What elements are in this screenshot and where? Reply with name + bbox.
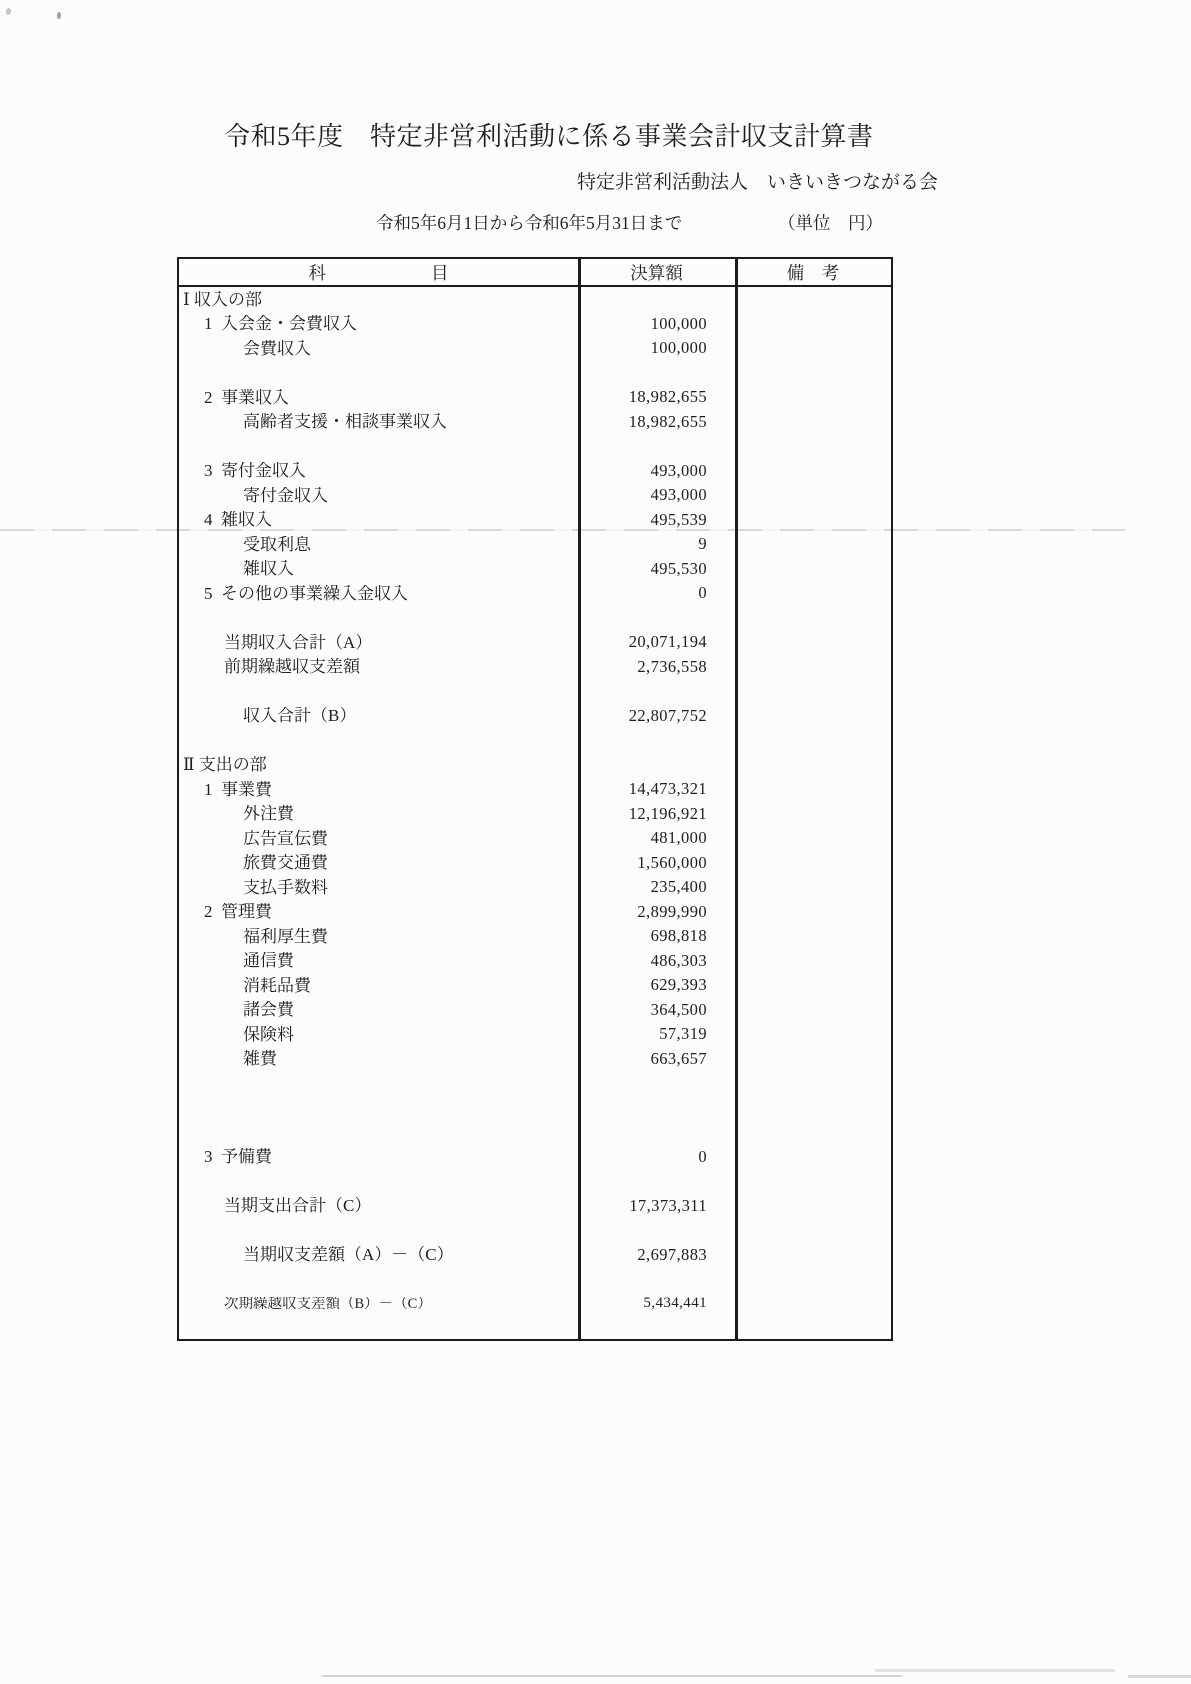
row-label: 前期繰越収支差額 (224, 658, 360, 676)
row-amount: 629,393 (650, 975, 707, 994)
unit-label: （単位 円） (778, 213, 883, 233)
table-row (179, 1194, 891, 1219)
row-label: 会費収入 (243, 339, 311, 357)
table-row (179, 336, 891, 361)
row-amount: 5,434,441 (643, 1295, 707, 1312)
table-rows (179, 287, 891, 1339)
table-row (179, 434, 891, 459)
row-label: Ⅰ 収入の部 (183, 290, 262, 308)
table-row (179, 361, 891, 386)
row-amount: 17,373,311 (629, 1195, 707, 1215)
row-label: 収入合計（B） (243, 707, 357, 725)
row-amount: 486,303 (650, 950, 707, 970)
row-amount: 18,982,655 (628, 411, 707, 431)
table-row (179, 679, 891, 704)
row-label: 当期収入合計（A） (224, 633, 373, 651)
row-label: 1 入会金・会費収入 (204, 315, 357, 333)
row-amount: 495,539 (650, 509, 707, 529)
table-row (179, 1169, 891, 1194)
row-label: 福利厚生費 (243, 927, 328, 945)
table-row (179, 1022, 891, 1047)
row-amount: 481,000 (650, 828, 707, 847)
row-label: 2 管理費 (204, 903, 272, 921)
row-label: 支払手数料 (243, 878, 328, 896)
table-row (179, 1096, 891, 1121)
table-row (179, 973, 891, 998)
row-amount: 493,000 (650, 485, 707, 504)
table-row (179, 606, 891, 631)
table-row (179, 410, 891, 435)
row-label: 広告宣伝費 (243, 829, 328, 847)
row-amount: 57,319 (659, 1024, 707, 1043)
organization-name: 特定非営利活動法人 いきいきつながる会 (577, 172, 939, 193)
table-row (179, 483, 891, 508)
row-amount: 493,000 (650, 460, 707, 480)
row-amount: 663,657 (650, 1048, 707, 1068)
row-label: 雑費 (243, 1050, 277, 1068)
row-amount: 0 (698, 1146, 707, 1166)
row-amount: 698,818 (650, 926, 707, 945)
row-amount: 1,560,000 (637, 852, 707, 872)
row-label: 雑収入 (243, 560, 294, 578)
row-label: 3 予備費 (204, 1148, 272, 1166)
accounting-period: 令和5年6月1日から令和6年5月31日まで (376, 213, 683, 233)
document-title: 令和5年度 特定非営利活動に係る事業会計収支計算書 (224, 122, 874, 151)
scan-streak-artifact (1128, 1675, 1191, 1678)
row-label: 寄付金収入 (243, 486, 328, 504)
table-row (179, 777, 891, 802)
table-row (179, 1120, 891, 1145)
table-row (179, 1145, 891, 1170)
row-label: 消耗品費 (243, 976, 311, 994)
row-label: 当期収支差額（A）－（C） (243, 1246, 454, 1264)
table-header-row (179, 259, 891, 287)
table-row (179, 900, 891, 925)
row-label: 5 その他の事業繰入金収入 (204, 584, 408, 602)
table-row (179, 1218, 891, 1243)
row-amount: 22,807,752 (628, 705, 707, 725)
row-label: 旅費交通費 (243, 854, 328, 872)
row-amount: 495,530 (650, 558, 707, 578)
row-label: 通信費 (243, 952, 294, 970)
table-row (179, 312, 891, 337)
row-label: 高齢者支援・相談事業収入 (243, 413, 447, 431)
table-row (179, 385, 891, 410)
row-label: 次期繰越収支差額（B）－（C） (224, 1296, 432, 1311)
row-label: 4 雑収入 (204, 511, 272, 529)
table-row (179, 1047, 891, 1072)
table-row (179, 655, 891, 680)
row-amount: 2,736,558 (637, 656, 707, 676)
row-label: 2 事業収入 (204, 388, 289, 406)
table-row (179, 287, 891, 312)
row-label: 1 事業費 (204, 780, 272, 798)
row-amount: 0 (698, 583, 707, 602)
table-row (179, 924, 891, 949)
row-amount: 14,473,321 (628, 779, 707, 798)
table-row (179, 1292, 891, 1317)
scan-speck-artifact (5, 7, 12, 15)
row-label: 外注費 (243, 805, 294, 823)
row-amount: 2,697,883 (637, 1244, 707, 1264)
statement-table (177, 257, 893, 1341)
table-row (179, 826, 891, 851)
row-amount: 18,982,655 (628, 387, 707, 406)
row-amount: 235,400 (650, 877, 707, 896)
row-label: 保険料 (243, 1025, 294, 1043)
row-amount: 100,000 (650, 313, 707, 333)
scan-speck-artifact (57, 12, 62, 19)
header-subject: 科 目 (308, 262, 449, 283)
row-amount: 12,196,921 (628, 803, 707, 823)
table-row (179, 630, 891, 655)
row-label: 3 寄付金収入 (204, 462, 306, 480)
table-row (179, 1071, 891, 1096)
table-row (179, 508, 891, 533)
table-row (179, 851, 891, 876)
scan-streak-artifact (875, 1669, 1115, 1672)
table-row (179, 802, 891, 827)
row-label: 諸会費 (243, 1001, 294, 1019)
table-row (179, 753, 891, 778)
table-row (179, 581, 891, 606)
header-amount: 決算額 (630, 262, 683, 283)
table-row (179, 875, 891, 900)
row-label: 受取利息 (243, 535, 311, 553)
scan-streak-artifact (322, 1675, 902, 1677)
row-amount: 100,000 (650, 338, 707, 357)
row-label: 当期支出合計（C） (224, 1197, 372, 1215)
table-row (179, 728, 891, 753)
row-amount: 20,071,194 (628, 632, 707, 651)
row-amount: 2,899,990 (637, 901, 707, 921)
table-row (179, 998, 891, 1023)
table-row (179, 557, 891, 582)
table-row (179, 949, 891, 974)
table-row (179, 1267, 891, 1292)
header-remarks: 備 考 (786, 262, 840, 283)
table-row (179, 532, 891, 557)
row-label: Ⅱ 支出の部 (183, 756, 267, 774)
table-row (179, 704, 891, 729)
table-row (179, 1243, 891, 1268)
table-row (179, 459, 891, 484)
table-row (179, 1316, 891, 1339)
row-amount: 9 (698, 534, 707, 553)
row-amount: 364,500 (650, 999, 707, 1019)
